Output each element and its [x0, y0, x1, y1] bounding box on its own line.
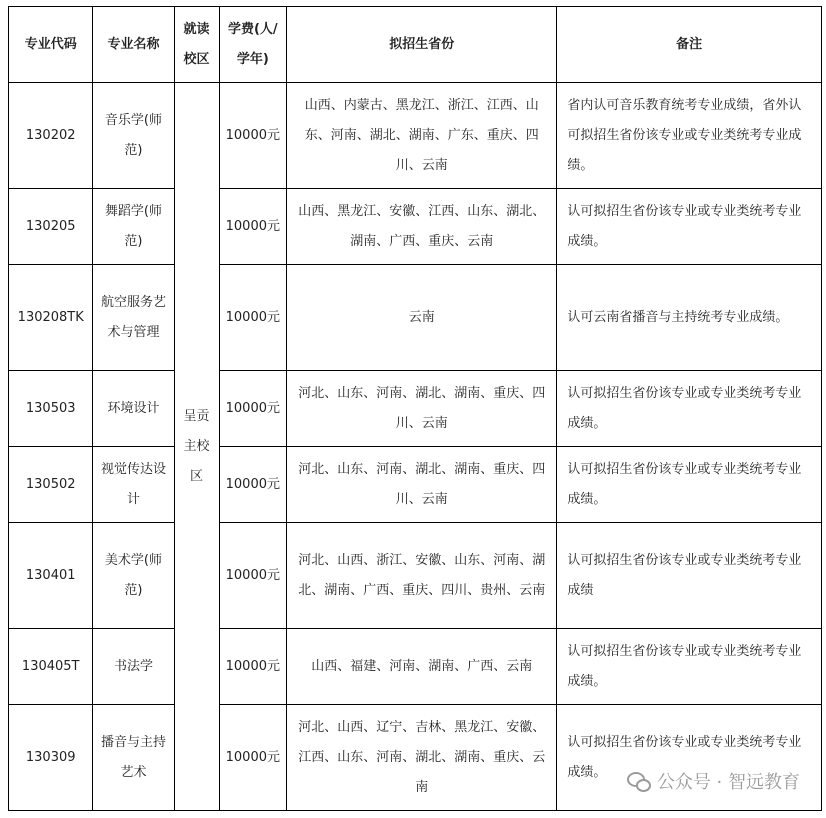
tuition-fee: 10000元	[219, 265, 287, 371]
header-code: 专业代码	[9, 7, 93, 83]
majors-table	[8, 6, 822, 811]
provinces: 河北、山东、河南、湖北、湖南、重庆、四川、云南	[287, 371, 557, 447]
provinces: 河北、山西、辽宁、吉林、黑龙江、安徽、江西、山东、河南、湖北、湖南、重庆、云南	[287, 705, 557, 811]
major-code: 130502	[9, 447, 93, 523]
note: 认可拟招生省份该专业或专业类统考专业成绩。	[557, 629, 822, 705]
provinces: 河北、山西、浙江、安徽、山东、河南、湖北、湖南、广西、重庆、四川、贵州、云南	[287, 523, 557, 629]
table-row	[9, 523, 822, 629]
table-header-row	[9, 7, 822, 83]
provinces: 山西、福建、河南、湖南、广西、云南	[287, 629, 557, 705]
major-code: 130208TK	[9, 265, 93, 371]
note: 认可拟招生省份该专业或专业类统考专业成绩。	[557, 371, 822, 447]
major-name: 舞蹈学(师范)	[93, 189, 174, 265]
major-code: 130309	[9, 705, 93, 811]
watermark	[623, 766, 804, 796]
table-row	[9, 629, 822, 705]
major-name: 音乐学(师范)	[93, 83, 174, 189]
tuition-fee: 10000元	[219, 83, 287, 189]
tuition-fee: 10000元	[219, 371, 287, 447]
table-row	[9, 447, 822, 523]
major-name: 环境设计	[93, 371, 174, 447]
header-note: 备注	[557, 7, 822, 83]
major-code: 130503	[9, 371, 93, 447]
major-code: 130202	[9, 83, 93, 189]
note: 认可拟招生省份该专业或专业类统考专业成绩。	[557, 447, 822, 523]
note: 省内认可音乐教育统考专业成绩，省外认可拟招生省份该专业或专业类统考专业成绩。	[557, 83, 822, 189]
header-fee: 学费(人/学年)	[219, 7, 287, 83]
note: 认可拟招生省份该专业或专业类统考专业成绩。	[557, 705, 822, 811]
tuition-fee: 10000元	[219, 447, 287, 523]
tuition-fee: 10000元	[219, 189, 287, 265]
major-code: 130401	[9, 523, 93, 629]
header-campus: 就读校区	[174, 7, 219, 83]
major-code: 130205	[9, 189, 93, 265]
major-name: 播音与主持艺术	[93, 705, 174, 811]
provinces: 云南	[287, 265, 557, 371]
major-code: 130405T	[9, 629, 93, 705]
table-row	[9, 189, 822, 265]
provinces: 山西、内蒙古、黑龙江、浙江、江西、山东、河南、湖北、湖南、广东、重庆、四川、云南	[287, 83, 557, 189]
table-row	[9, 265, 822, 371]
provinces: 山西、黑龙江、安徽、江西、山东、湖北、湖南、广西、重庆、云南	[287, 189, 557, 265]
note: 认可云南省播音与主持统考专业成绩。	[557, 265, 822, 371]
wechat-icon	[627, 771, 651, 791]
note: 认可拟招生省份该专业或专业类统考专业成绩	[557, 523, 822, 629]
major-name: 书法学	[93, 629, 174, 705]
table-row	[9, 83, 822, 189]
tuition-fee: 10000元	[219, 705, 287, 811]
provinces: 河北、山东、河南、湖北、湖南、重庆、四川、云南	[287, 447, 557, 523]
major-name: 视觉传达设计	[93, 447, 174, 523]
header-provinces: 拟招生省份	[287, 7, 557, 83]
watermark-text: 公众号 · 智远教育	[656, 772, 800, 793]
campus-cell: 呈贡主校区	[174, 83, 219, 811]
tuition-fee: 10000元	[219, 523, 287, 629]
note: 认可拟招生省份该专业或专业类统考专业成绩。	[557, 189, 822, 265]
major-name: 航空服务艺术与管理	[93, 265, 174, 371]
header-name: 专业名称	[93, 7, 174, 83]
major-name: 美术学(师范)	[93, 523, 174, 629]
table-row	[9, 371, 822, 447]
tuition-fee: 10000元	[219, 629, 287, 705]
